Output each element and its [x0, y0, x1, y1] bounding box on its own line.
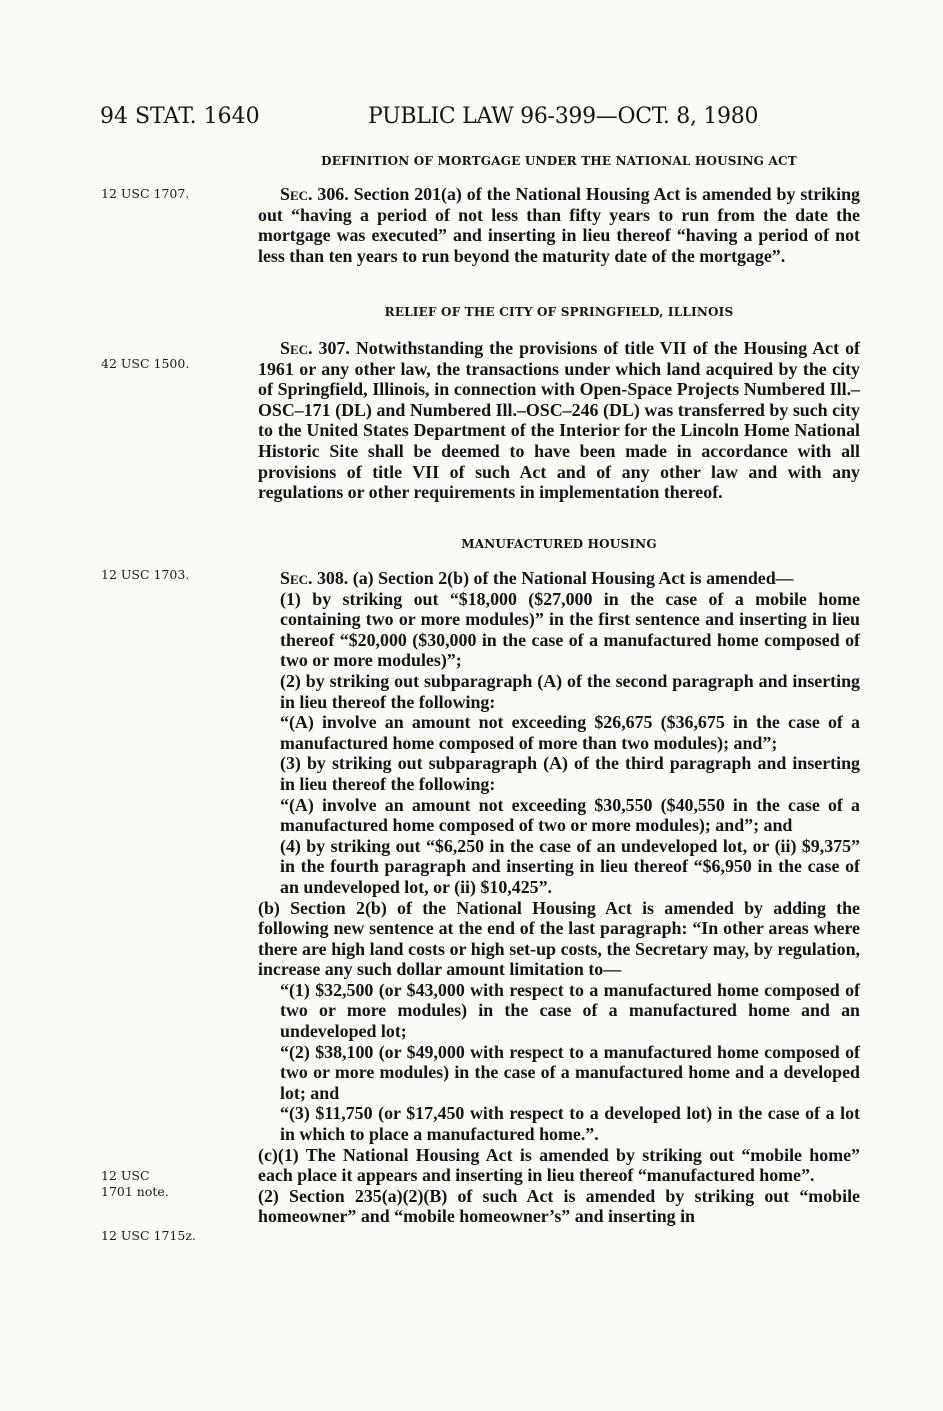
section-306-label: Sec. 306. — [280, 184, 349, 204]
paragraph-b-2: “(2) $38,100 (or $49,000 with respect to a manufactured home composed of two or more modules) in the case of a manufactured home and a developed lot; and — [280, 1041, 860, 1103]
subsection-c-1: (c)(1) The National Housing Act is amended by striking out “mobile home” each place it appears and inserting in lieu thereof “manufactured home”. — [258, 1144, 860, 1186]
margin-note-12-usc-1703: 12 USC 1703. — [101, 567, 190, 582]
section-307-label: Sec. 307. — [280, 338, 350, 358]
section-308-intro: (a) Section 2(b) of the National Housing Act is amended— — [352, 568, 794, 588]
paragraph-a-4: (4) by striking out “$6,250 in the case of an undeveloped lot, or (ii) $9,375” in the fourth paragraph and inserting in lieu thereof “$6,950 in the case of an undeveloped lot, or (ii) $10,425”. — [280, 835, 860, 897]
subparagraph-a-2-a: “(A) involve an amount not exceeding $26,675 ($36,675 in the case of a manufactured home composed of more than two modules); and”; — [280, 712, 860, 753]
section-306-body: Section 201(a) of the National Housing Act is amended by striking out “having a period of not less than fifty years to run from the date the mortgage was executed” and inserting in lieu thereof “having a period of not less than ten years to run beyond the maturity date of the mortgage”. — [258, 184, 860, 266]
subsection-b: (b) Section 2(b) of the National Housing Act is amended by adding the following new sentence at the end of the last paragraph: “In other areas where there are high land costs or high set-up costs, the Secretary may, by regulation, increase any such dollar amount limitation to— — [258, 897, 860, 980]
heading-mortgage-definition: DEFINITION OF MORTGAGE UNDER THE NATIONAL HOUSING ACT — [321, 154, 797, 168]
paragraph-b-3: “(3) $11,750 (or $17,450 with respect to a developed lot) in the case of a lot in which to place a manufactured home.”. — [280, 1103, 860, 1145]
heading-manufactured-housing: MANUFACTURED HOUSING — [461, 537, 657, 551]
subparagraph-a-3-a: “(A) involve an amount not exceeding $30,550 ($40,550 in the case of a manufactured home composed of two or more modules); and”; and — [280, 794, 860, 836]
section-307-body: Notwithstanding the provisions of title VII of the Housing Act of 1961 or any other law, the transactions under which land acquired by the city of Springfield, Illinois, in connection with Open-Space Projects Numbered Ill.–OSC–171 (DL) and Numbered Ill.–OSC–246 (DL) was transferred by such city to the United States Department of the Interior for the Lincoln Home National Historic Site shall be deemed to have been made in accordance with all provisions of title VII of such Act and of any other law and with any regulations or other requirements in implementation thereof. — [258, 338, 860, 503]
section-308-label: Sec. 308. — [280, 568, 349, 588]
margin-note-12-usc-1707: 12 USC 1707. — [101, 186, 190, 201]
section-306 — [258, 184, 860, 266]
paragraph-a-2: (2) by striking out subparagraph (A) of the second paragraph and inserting in lieu thereof the following: — [280, 670, 860, 712]
section-307 — [258, 338, 860, 503]
margin-note-42-usc-1500: 42 USC 1500. — [101, 356, 190, 371]
heading-springfield-relief: RELIEF OF THE CITY OF SPRINGFIELD, ILLINOIS — [384, 305, 734, 319]
statute-page-number: 94 STAT. 1640 — [100, 104, 260, 129]
margin-note-12-usc-1701-note: 12 USC 1701 note. — [101, 1168, 169, 1199]
paragraph-b-1: “(1) $32,500 (or $43,000 with respect to a manufactured home composed of two or more modules) in the case of a manufactured home and an undeveloped lot; — [280, 979, 860, 1042]
law-title: PUBLIC LAW 96-399—OCT. 8, 1980 — [368, 104, 759, 129]
subsection-c-2: (2) Section 235(a)(2)(B) of such Act is amended by striking out “mobile homeowner” and “mobile homeowner’s” and inserting in — [258, 1185, 860, 1227]
margin-note-12-usc-1715z: 12 USC 1715z. — [101, 1228, 196, 1243]
paragraph-a-3: (3) by striking out subparagraph (A) of the third paragraph and inserting in lieu thereof the following: — [280, 753, 860, 794]
section-308 — [258, 568, 860, 1227]
paragraph-a-1: (1) by striking out “$18,000 ($27,000 in the case of a mobile home containing two or more modules)” in the first sentence and inserting in lieu thereof “$20,000 ($30,000 in the case of a manufactured home composed of two or more modules)”; — [280, 588, 860, 671]
